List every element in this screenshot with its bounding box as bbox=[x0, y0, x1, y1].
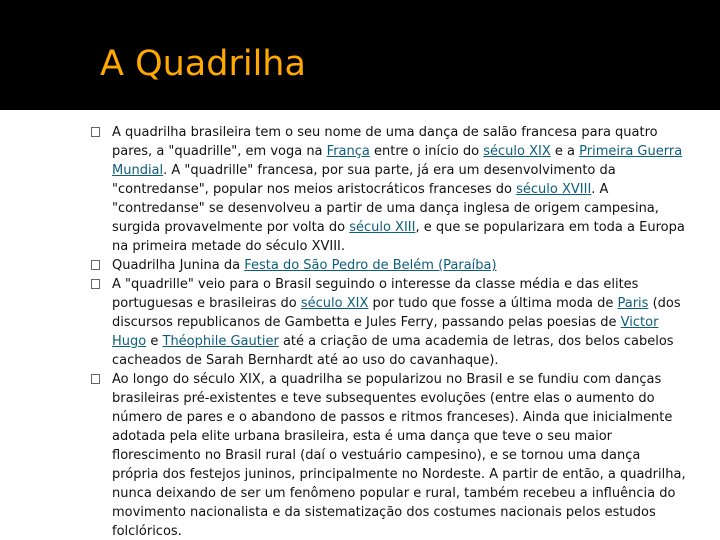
link-seculo-xix[interactable]: século XIX bbox=[300, 296, 369, 311]
link-franca[interactable]: França bbox=[326, 144, 370, 159]
text: A "quadrille" veio para o Brasil seguindo o interesse da classe média e das elites portuguesas e brasileiras do bbox=[112, 277, 639, 311]
text: Quadrilha Junina da bbox=[112, 258, 245, 273]
list-item bbox=[0, 256, 720, 275]
text: Ao longo do século XIX, a quadrilha se popularizou no Brasil e se fundiu com danças brasileiras pré-existentes e teve subsequentes evoluções (entre elas o aumento do número de pares e o abandono de passos e ritmos franceses). Ainda que inicialmente adotada pela elite urbana brasileira, esta é uma dança que teve o seu maior florescimento no Brasil rural (daí o vestuário campesino), e se tornou uma dança própria dos festejos juninos, principalmente no Nordeste. A partir de então, a quadrilha, nunca deixando de ser um fenômeno popular e rural, também recebeu a influência do movimento nacionalista e da sistematização dos costumes nacionais pelos estudos folclóricos. bbox=[112, 372, 686, 539]
link-festa-sao-pedro[interactable]: Festa do São Pedro de Belém (Paraíba) bbox=[244, 258, 497, 273]
text: e bbox=[146, 334, 163, 349]
bullet-icon bbox=[91, 127, 100, 137]
link-victor-hugo[interactable]: Victor Hugo bbox=[112, 315, 659, 349]
list-item bbox=[0, 123, 720, 256]
link-seculo-xiii[interactable]: século XIII bbox=[349, 220, 416, 235]
link-primeira-guerra-mundial[interactable]: Primeira Guerra Mundial bbox=[112, 144, 683, 178]
slide-title: A Quadrilha bbox=[100, 44, 306, 84]
slide-header bbox=[0, 0, 720, 110]
text: por tudo que fosse a última moda de bbox=[368, 296, 618, 311]
text: e a bbox=[550, 144, 580, 159]
text: (dos discursos republicanos de Gambetta e Jules Ferry, passando pelas poesias de bbox=[112, 296, 681, 330]
text: . A "contredanse" se desenvolveu a partir de uma dança inglesa de origem campesina, surgida provavelmente por volta do bbox=[112, 182, 659, 235]
slide-content bbox=[0, 110, 720, 540]
list-item bbox=[0, 370, 720, 540]
text: . A "quadrille" francesa, por sua parte, já era um desenvolvimento da "contredanse", popular nos meios aristocráticos franceses do bbox=[112, 163, 616, 197]
bullet-list bbox=[0, 123, 720, 540]
bullet-icon bbox=[91, 279, 100, 289]
text: , e que se popularizara em toda a Europa na primeira metade do século XVIII. bbox=[112, 220, 685, 254]
list-item bbox=[0, 275, 720, 370]
link-theophile-gautier[interactable]: Théophile Gautier bbox=[162, 334, 279, 349]
link-seculo-xix[interactable]: século XIX bbox=[483, 144, 551, 159]
link-seculo-xviii[interactable]: século XVIII bbox=[516, 182, 592, 197]
text: A quadrilha brasileira tem o seu nome de uma dança de salão francesa para quatro pares, a "quadrille", em voga na bbox=[112, 125, 658, 159]
link-paris[interactable]: Paris bbox=[617, 296, 649, 311]
bullet-icon bbox=[91, 260, 100, 270]
text: até a criação de uma academia de letras, dos belos cabelos cacheados de Sarah Bernhardt até ao uso do cavanhaque). bbox=[112, 334, 674, 368]
text: entre o início do bbox=[369, 144, 484, 159]
bullet-icon bbox=[91, 374, 100, 384]
